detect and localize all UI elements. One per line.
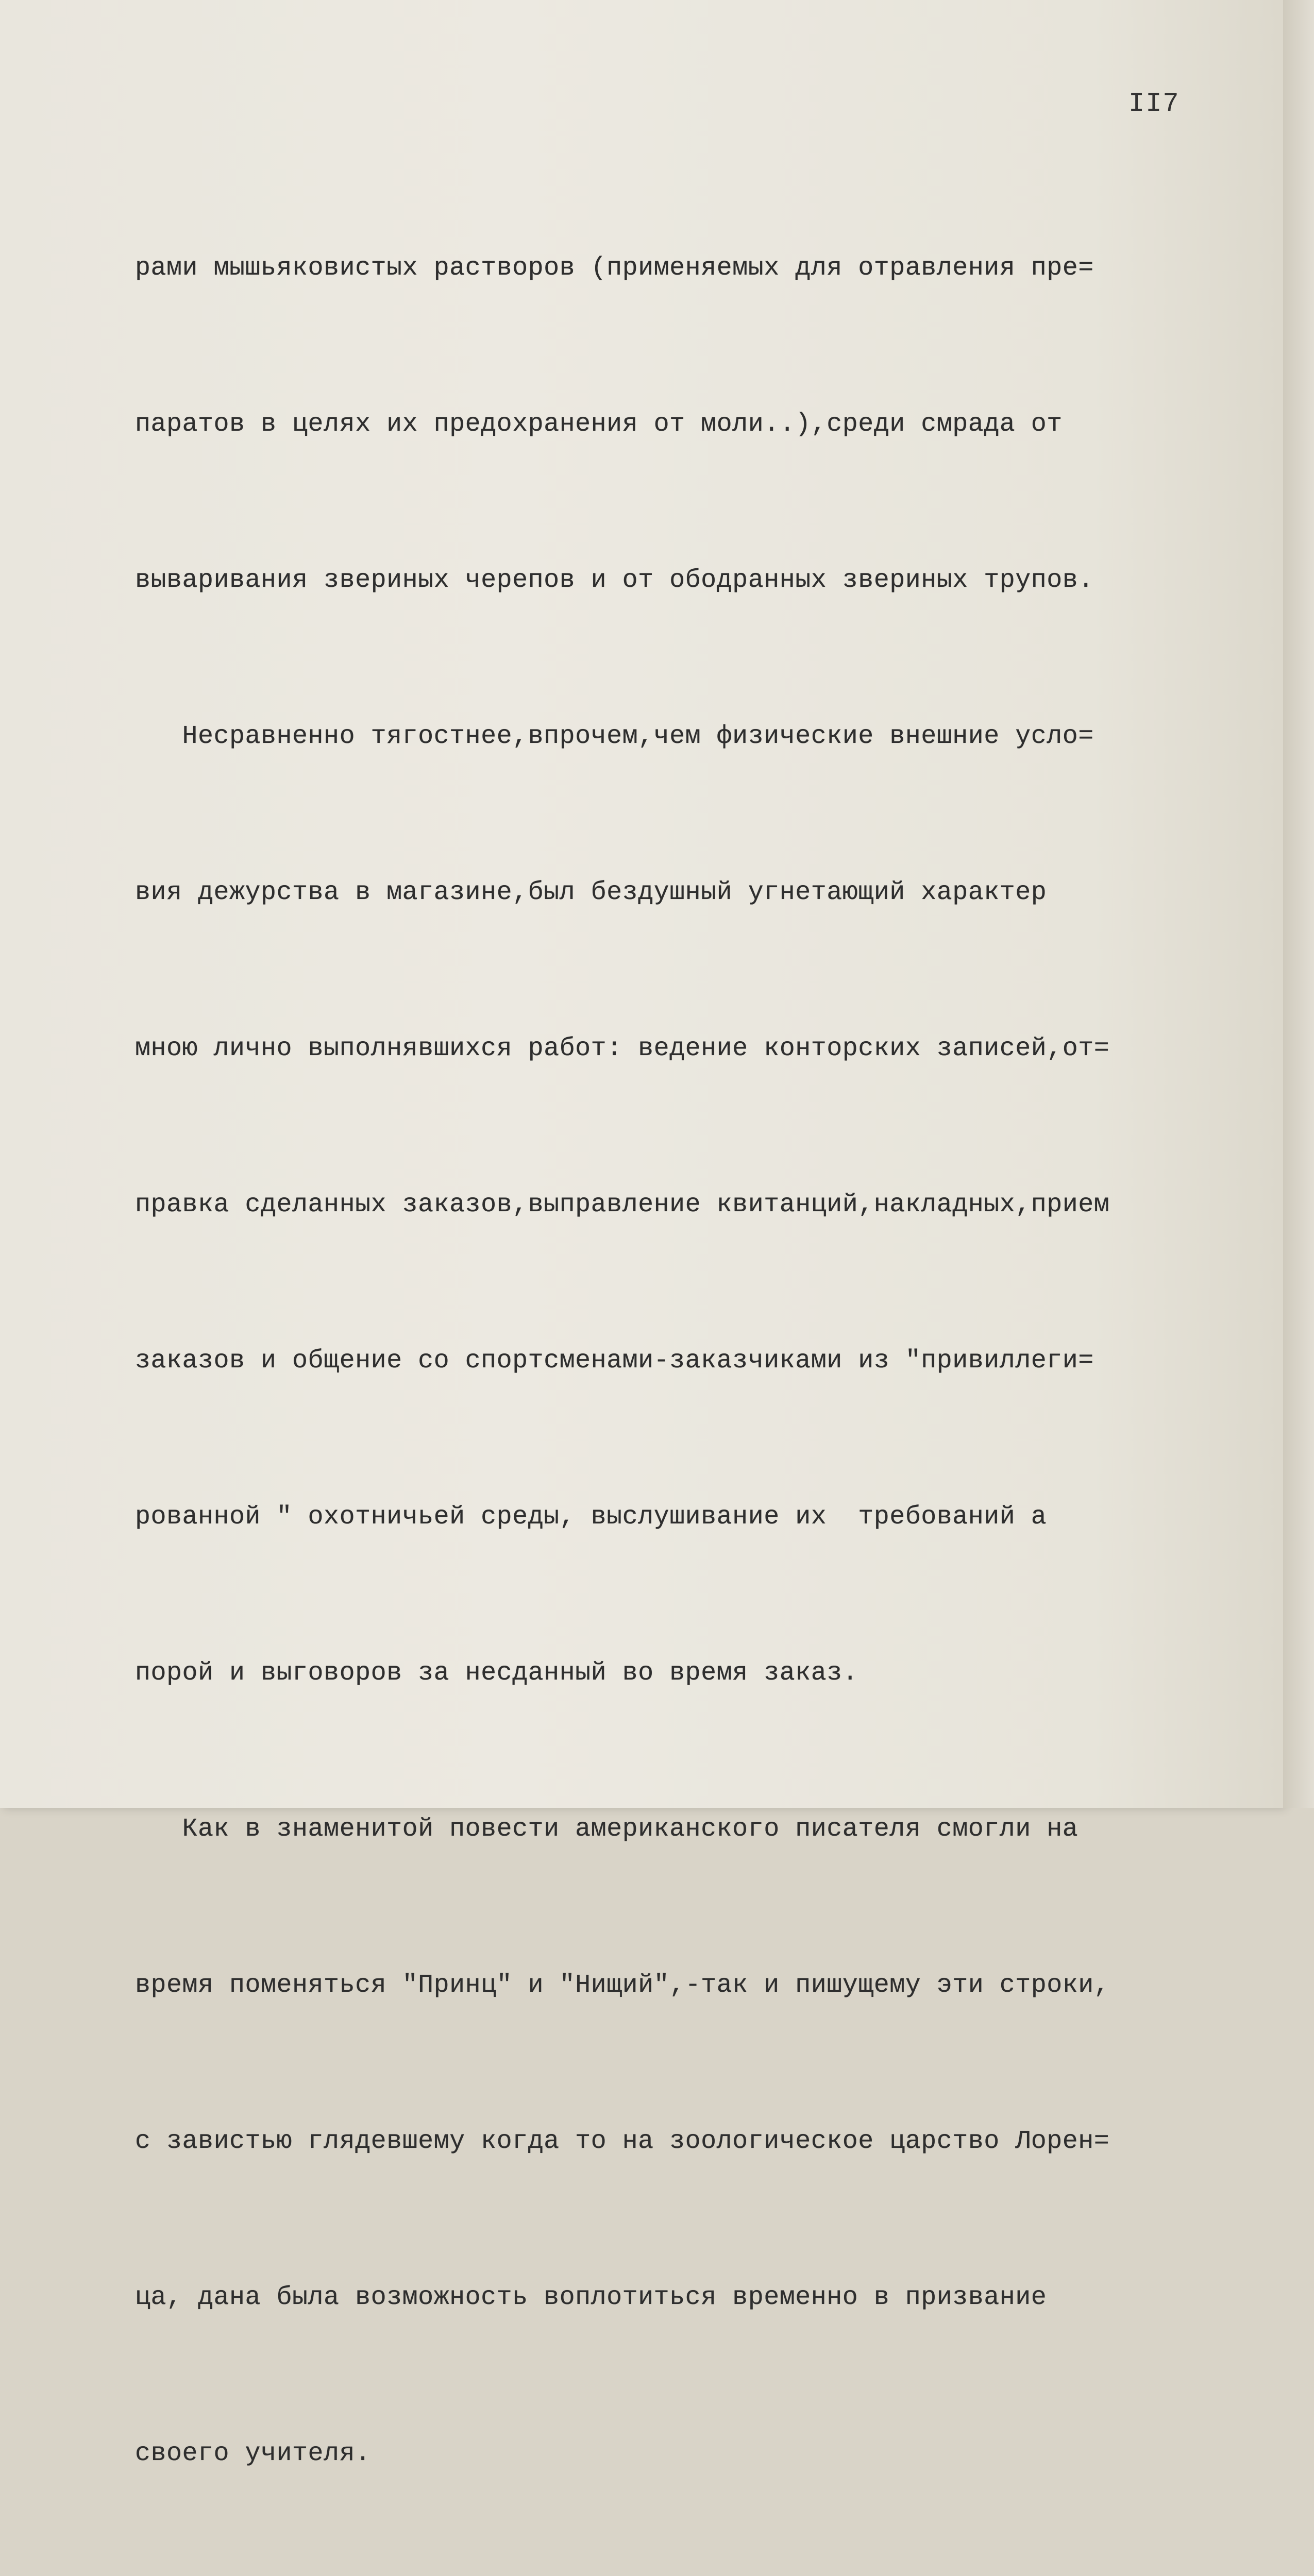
scan-background-edge: [1283, 0, 1314, 1808]
text-line: рами мышьяковистых растворов (применяемых для отравления пре=: [135, 253, 1094, 283]
text-line: мною лично выполнявшихся работ: ведение конторских записей,от=: [135, 1034, 1110, 1063]
text-line: вываривания звериных черепов и от ободранных звериных трупов.: [135, 566, 1094, 595]
paragraph-start-line: Несравненно тягостнее,впрочем,чем физические внешние усло=: [135, 722, 1094, 751]
page-number: II7: [1128, 89, 1180, 119]
text-line: паратов в целях их предохранения от моли..),среди смрада от: [135, 410, 1063, 439]
text-line: заказов и общение со спортсменами-заказчиками из "привиллеги=: [135, 1346, 1094, 1376]
text-line: время поменяться "Принц" и "Нищий",-так и пишущему эти строки,: [135, 1971, 1110, 2000]
text-line: вия дежурства в магазине,был бездушный угнетающий характер: [135, 878, 1047, 907]
typewritten-text: [135, 138, 1243, 2576]
text-line: с завистью глядевшему когда то на зоологическое царство Лорен=: [135, 2127, 1110, 2156]
text-line: правка сделанных заказов,выправление квитанций,накладных,прием: [135, 1190, 1110, 1219]
text-line: порой и выговоров за несданный во время заказ.: [135, 1658, 858, 1688]
text-line: ца, дана была возможность воплотиться временно в призвание: [135, 2283, 1047, 2312]
text-line: рованной " охотничьей среды, выслушивание их требований а: [135, 1502, 1047, 1532]
paragraph-start-line: Как в знаменитой повести американского писателя смогли на: [135, 1815, 1079, 1844]
text-line: своего учителя.: [135, 2439, 371, 2468]
